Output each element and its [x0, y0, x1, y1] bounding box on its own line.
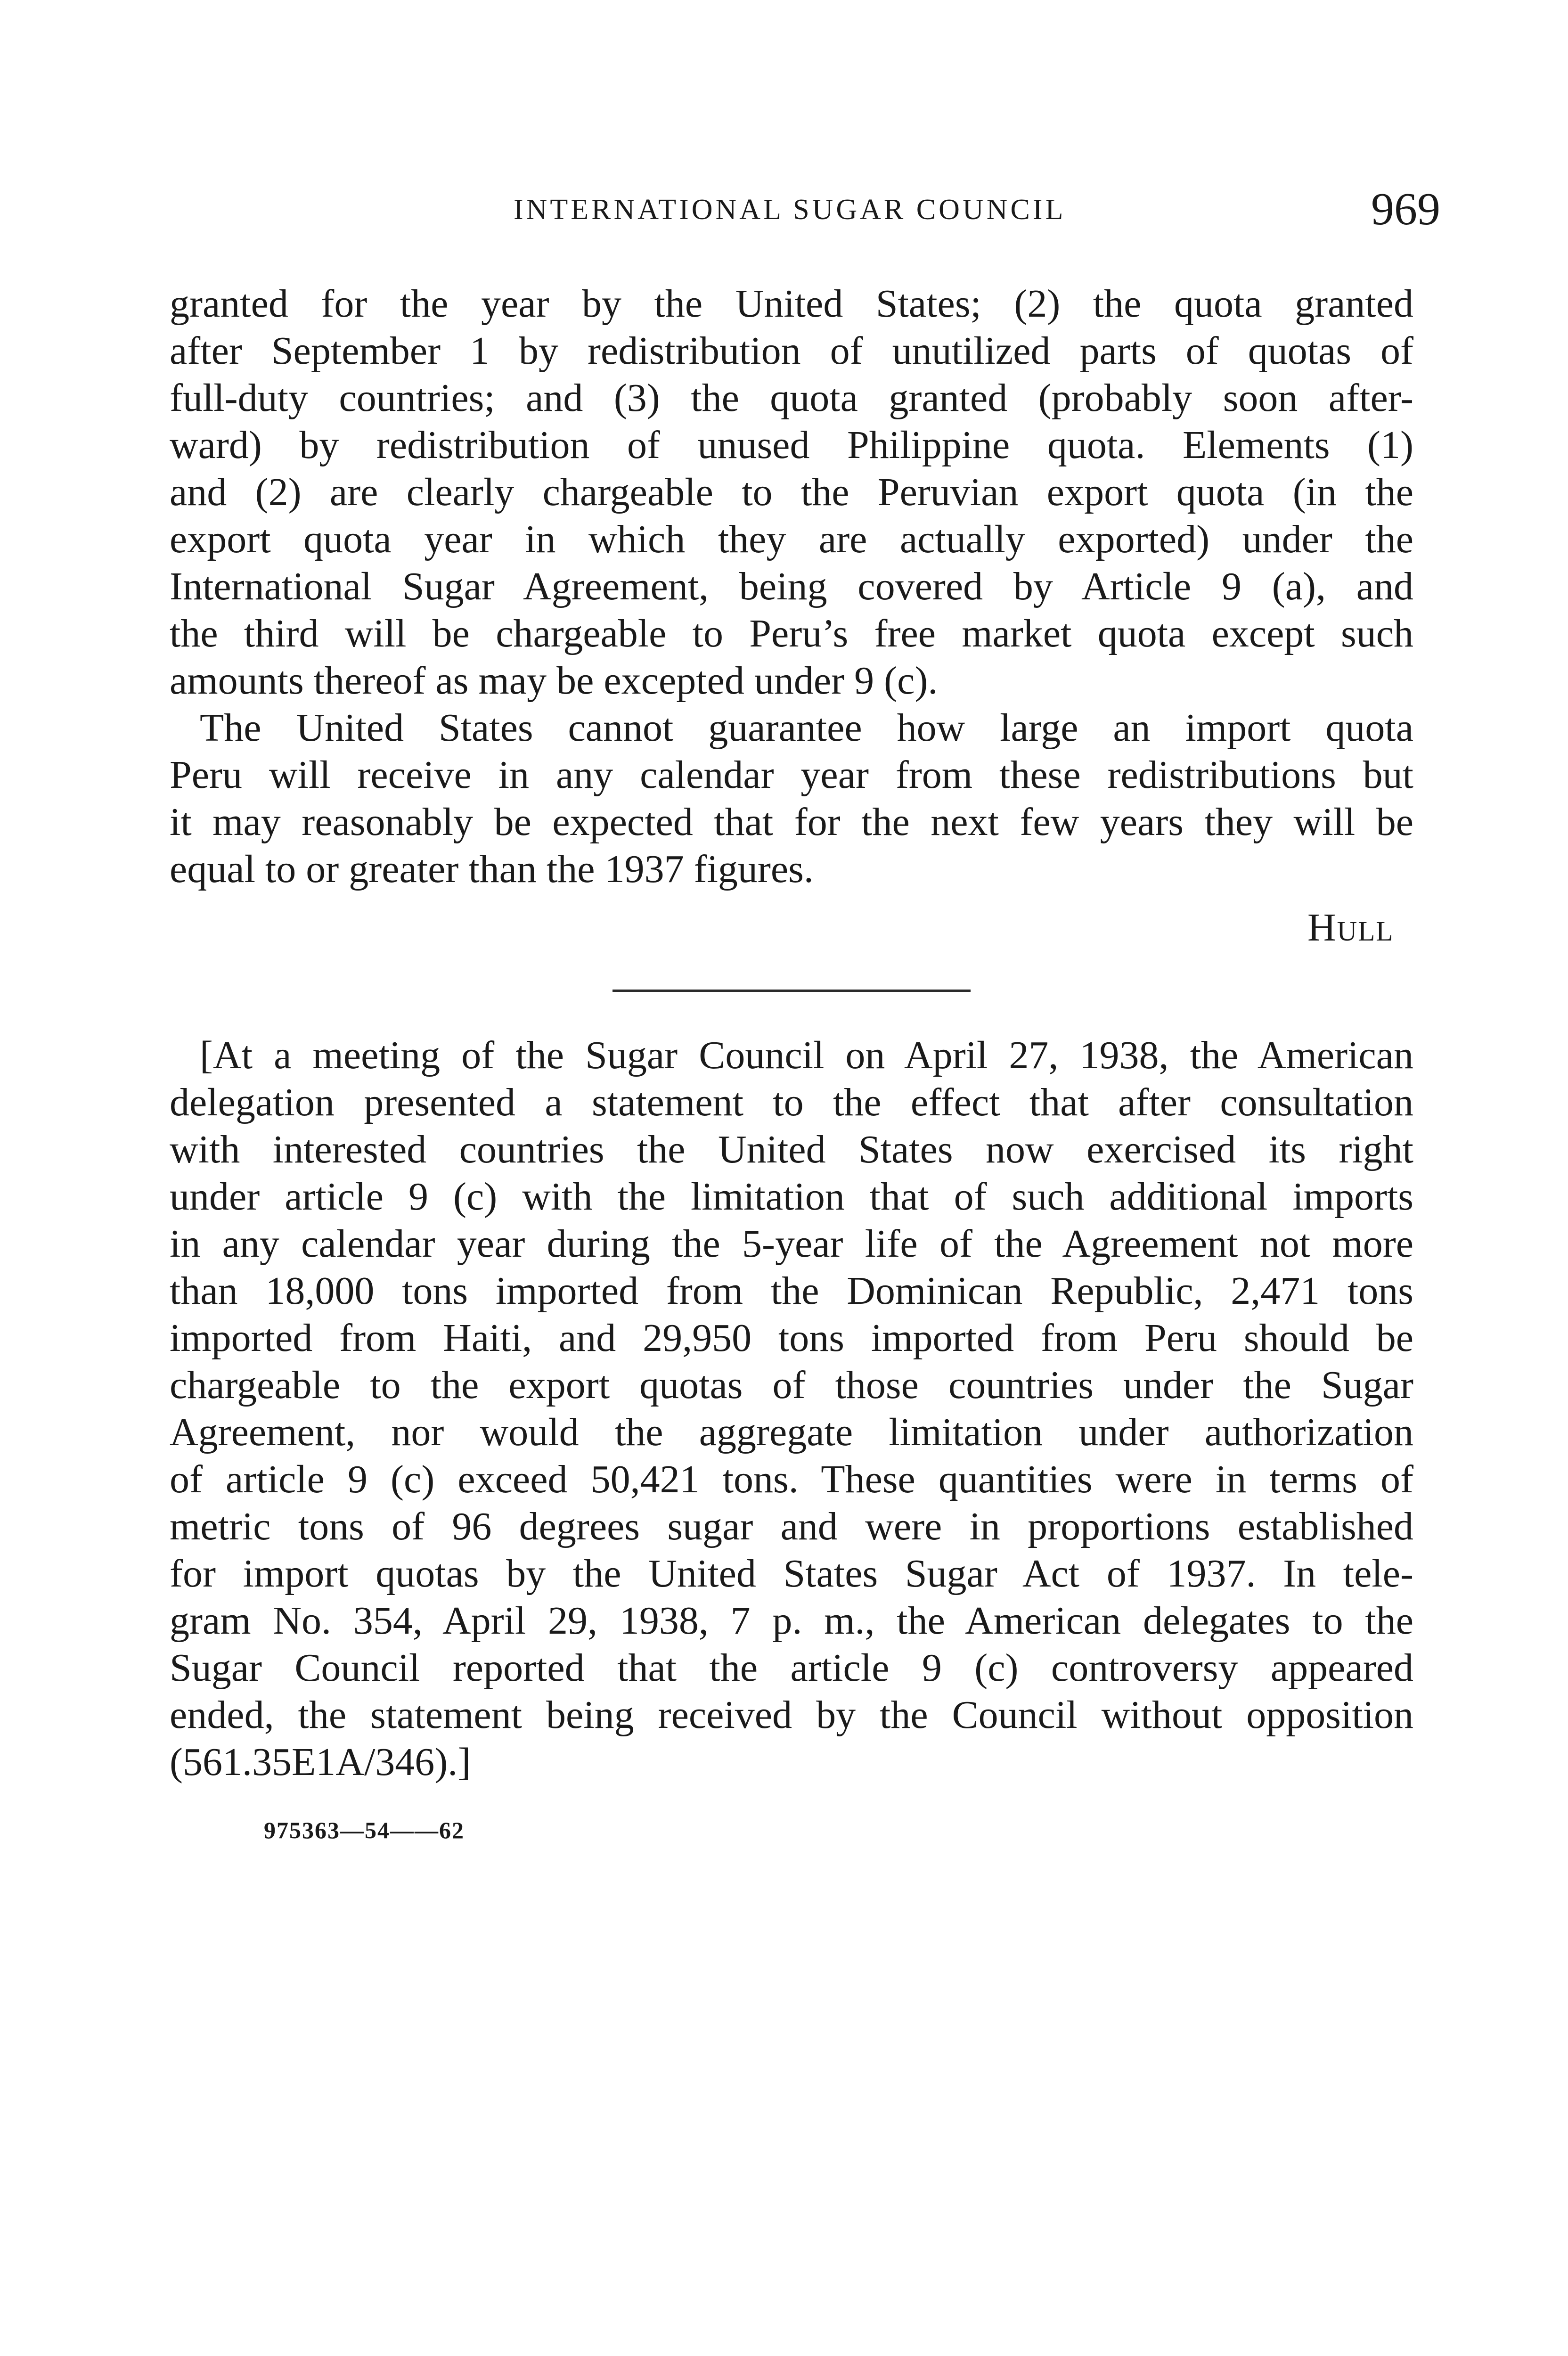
paragraph-two-line: equal to or greater than the 1937 figures.	[170, 847, 814, 891]
paragraph-one-line: full-duty countries; and (3) the quota granted (probably soon after-	[170, 376, 1413, 420]
editorial-note	[170, 1032, 1413, 1786]
print-code: 975363—54——62	[264, 1817, 465, 1843]
page-number: 969	[1371, 184, 1440, 235]
paragraph-two-line: it may reasonably be expected that for the next few years they will be	[170, 800, 1413, 844]
running-head: INTERNATIONAL SUGAR COUNCIL	[514, 194, 1066, 226]
editorial-note-line: of article 9 (c) exceed 50,421 tons. These quantities were in terms of	[170, 1457, 1413, 1501]
editorial-note-line: with interested countries the United States now exercised its right	[170, 1128, 1413, 1171]
editorial-note-line: metric tons of 96 degrees sugar and were in proportions established	[170, 1505, 1413, 1548]
editorial-note-line: delegation presented a statement to the effect that after consultation	[170, 1080, 1413, 1124]
editorial-note-line: imported from Haiti, and 29,950 tons imported from Peru should be	[170, 1316, 1413, 1360]
paragraph-one-line: International Sugar Agreement, being covered by Article 9 (a), and	[170, 564, 1413, 608]
editorial-note-line: ended, the statement being received by the Council without opposition	[170, 1693, 1413, 1737]
paragraph-one-line: ward) by redistribution of unused Philippine quota. Elements (1)	[170, 423, 1413, 467]
paragraph-two-line: The United States cannot guarantee how large an import quota	[200, 706, 1413, 750]
editorial-note-line: (561.35E1A/346).]	[170, 1740, 471, 1784]
editorial-note-line: under article 9 (c) with the limitation that of such additional imports	[170, 1175, 1413, 1219]
paragraph-one-line: the third will be chargeable to Peru’s free market quota except such	[170, 612, 1413, 655]
signature: Hull	[1307, 906, 1394, 949]
editorial-note-line: in any calendar year during the 5-year life of the Agreement not more	[170, 1222, 1413, 1266]
paragraph-two-line: Peru will receive in any calendar year from these redistributions but	[170, 753, 1413, 797]
paragraph-one-line: amounts thereof as may be excepted under 9 (c).	[170, 659, 938, 703]
editorial-note-line: Agreement, nor would the aggregate limitation under authorization	[170, 1410, 1413, 1454]
paragraph-one-line: export quota year in which they are actually exported) under the	[170, 517, 1413, 561]
editorial-note-line: [At a meeting of the Sugar Council on April 27, 1938, the American	[200, 1033, 1413, 1077]
editorial-note-line: gram No. 354, April 29, 1938, 7 p. m., the American delegates to the	[170, 1599, 1413, 1643]
paragraph-one-line: after September 1 by redistribution of unutilized parts of quotas of	[170, 329, 1413, 373]
body-text	[170, 280, 1413, 893]
editorial-note-line: Sugar Council reported that the article 9 (c) controversy appeared	[170, 1646, 1413, 1690]
editorial-note-line: than 18,000 tons imported from the Dominican Republic, 2,471 tons	[170, 1269, 1413, 1313]
editorial-note-line: for import quotas by the United States Sugar Act of 1937. In tele-	[170, 1552, 1413, 1595]
paragraph-one-line: and (2) are clearly chargeable to the Peruvian export quota (in the	[170, 470, 1413, 514]
editorial-note-line: chargeable to the export quotas of those countries under the Sugar	[170, 1363, 1413, 1407]
paragraph-one-line: granted for the year by the United States; (2) the quota granted	[170, 282, 1413, 326]
section-divider	[612, 990, 971, 992]
